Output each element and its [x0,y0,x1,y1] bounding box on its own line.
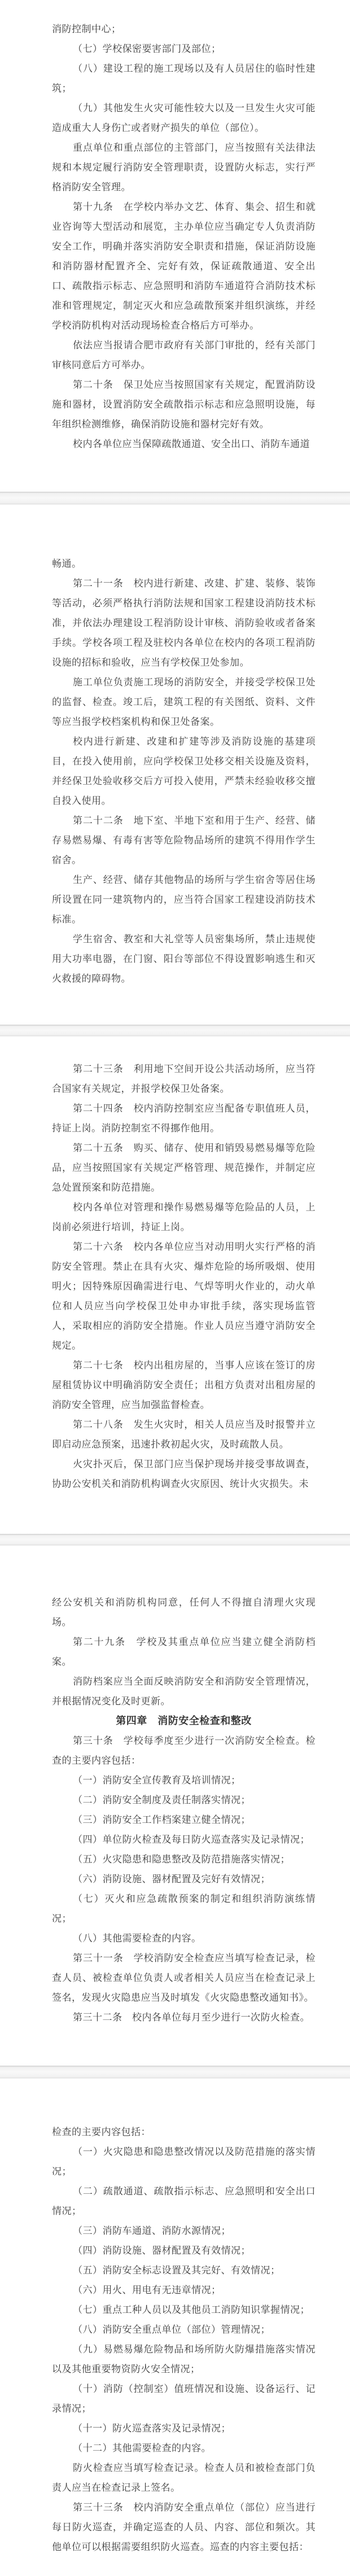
paragraph: 第二十八条 发生火灾时，相关人员应当及时报警并立即启动应急预案，迅速扑救初起火灾，及时疏散人员。 [52,1419,316,1450]
paragraph: 施工单位负责施工现场的消防安全，并接受学校保卫处的监督、检查。竣工后，建筑工程的有关图纸、资料、文件等应当报学校档案机构和保卫处备案。 [52,677,316,727]
paragraph: （八）建设工程的施工现场以及有人员居住的临时性建筑； [52,63,316,94]
paragraph: 第二十条 保卫处应当按照国家有关规定，配置消防设施和器材，设置消防安全疏散指示标志和应急照明设施，每年组织检测维修，确保消防设施和器材完好有效。 [52,379,316,430]
paragraph: （三）消防车通道、消防水源情况； [73,2225,231,2236]
paragraph: 第二十一条 校内进行新建、改建、扩建、装修、装饰等活动，必须严格执行消防法规和国家工程建设消防技术标准，并依法办理建设工程消防设计审核、消防验收或者备案手续。学校各项工程及驻校内各单位在校内的各项工程消防设施的招标和验收，应当有学校保卫处参加。 [52,578,316,668]
paragraph: 火灾扑灭后，保卫部门应当保护现场并接受事故调查，协助公安机关和消防机构调查火灾原因、统计火灾损失。未 [52,1459,316,1489]
paragraph: 第三十三条 校内消防安全重点单位（部位）应当进行每日防火巡查，并确定巡查的人员、内容、部位和频次。其他单位可以根据需要组织防火巡查。巡查的内容主要包括： [52,2502,316,2552]
paragraph: 校内各单位应当保障疏散通道、安全出口、消防车通道 [73,439,310,449]
page-separator [0,1025,350,1036]
paragraph: （五）消防安全标志设置及其完好、有效情况； [73,2265,281,2276]
document-page-2 [0,505,350,1025]
page-separator [0,1534,350,1546]
paragraph: 第三十二条 校内各单位每月至少进行一次防火检查。 [73,2012,310,2023]
page-separator [0,492,350,505]
paragraph: （二）疏散通道、疏散指示标志、应急照明和安全出口情况； [52,2186,316,2216]
paragraph: 第二十九条 学校及其重点单位应当建立健全消防档案。 [52,1637,316,1667]
paragraph: 消防控制中心； [52,24,121,34]
document-page-4 [0,1546,350,2066]
paragraph: （六）用火、用电有无违章情况； [73,2285,221,2295]
paragraph: 重点单位和重点部位的主管部门，应当按照有关法律法规和本规定履行消防安全管理职责，设置防火标志，实行严格消防安全管理。 [52,142,316,193]
paragraph: 第二十二条 地下室、半地下室和用于生产、经营、储存易燃易爆、有毒有害等危险物品场所的建筑不得用作学生宿舍。 [52,815,316,865]
paragraph: （十一）防火巡查落实及记录情况； [73,2423,231,2434]
paragraph: （十）消防（控制室）值班情况和设施、设备运行、记录情况； [52,2383,316,2414]
paragraph: （三）消防安全工作档案建立健全情况； [73,1814,251,1825]
paragraph: （一）消防安全宣传教育及培训情况； [73,1775,241,1786]
paragraph: 第十九条 在学校内举办文艺、体育、集会、招生和就业咨询等大型活动和展览，主办单位应当确定专人负责消防安全工作，明确并落实消防安全职责和措施，保证消防设施和消防器材配置齐全、完好有效，保证疏散通道、安全出口、疏散指示标志、应急照明和消防车通道符合消防技术标准和管理规定，制定灭火和应急疏散预案并组织演练，并经学校消防机构对活动现场检查合格后方可举办。 [52,202,316,331]
paragraph: （九）易燃易爆危险物品和场所防火防爆措施落实情况以及其他重要物资防火安全情况； [52,2344,316,2374]
document-page-3 [0,1036,350,1534]
paragraph: 校内各单位对管理和操作易燃易爆等危险品的人员，上岗前必须进行培训，持证上岗。 [52,1202,316,1232]
paragraph: 依法应当报请合肥市政府有关部门审批的，经有关部门审核同意后方可举办。 [52,340,316,370]
paragraph: 第二十七条 校内出租房屋的，当事人应该在签订的房屋租赁协议中明确消防安全责任；出租方负责对出租房屋的消防安全管理，应当加强监督检查。 [52,1360,316,1410]
paragraph: 防火检查应当填写检查记录。检查人员和被检查部门负责人应当在检查记录上签名。 [52,2463,316,2493]
paragraph: （九）其他发生火灾可能性较大以及一旦发生火灾可能造成重大人身伤亡或者财产损失的单位（部位）。 [52,103,316,133]
paragraph: 消防档案应当全面反映消防安全和消防安全管理情况，并根据情况变化及时更新。 [52,1676,316,1707]
paragraph: 学生宿舍、教室和大礼堂等人员密集场所，禁止违规使用大功率电器，在门窗、阳台等部位不得设置影响逃生和灭火救援的障碍物。 [52,934,316,984]
document-page-5 [0,2079,350,2576]
paragraph: （五）火灾隐患和隐患整改及防范措施落实情况； [73,1854,290,1865]
paragraph: 检查的主要内容包括： [52,2127,151,2137]
paragraph: 第三十一条 学校消防安全检查应当填写检查记录，检查人员、被检查单位负责人或者相关人员应当在检查记录上签名，发现火灾隐患应当及时填发《火灾隐患整改通知书》。 [52,1953,316,2003]
paragraph: 第二十五条 购买、储存、使用和销毁易燃易爆等危险品，应当按照国家有关规定严格管理、规范操作，并制定应急处置预案和防范措施。 [52,1143,316,1193]
paragraph: 校内进行新建、改建和扩建等涉及消防设施的基建项目，在投入使用前，应向学校保卫处移交相关设施及资料，并经保卫处验收移交后方可投入使用，严禁未经验收移交擅自投入使用。 [52,736,316,806]
paragraph: （一）火灾隐患和隐患整改情况以及防范措施的落实情况； [52,2146,316,2177]
paragraph: 畅通。 [52,558,82,569]
paragraph: （十二）其他需要检查的内容。 [73,2443,211,2453]
chapter-heading: 第四章 消防安全检查和整改 [116,1715,252,1726]
paragraph: （四）消防设施、器材配置及有效情况； [73,2245,251,2256]
paragraph: 第二十三条 利用地下空间开设公共活动场所，应当符合国家有关规定，并报学校保卫处备案。 [52,1064,316,1094]
paragraph: （七）重点工种人员以及其他员工消防知识掌握情况； [73,2304,310,2315]
paragraph: 第三十条 学校每季度至少进行一次消防安全检查。检查的主要内容包括： [52,1735,316,1766]
paragraph: （四）单位防火检查及每日防火巡查落实及记录情况； [73,1834,310,1845]
paragraph: 第二十四条 校内消防控制室应当配备专职值班人员，持证上岗。消防控制室不得挪作他用。 [52,1103,316,1134]
paragraph: 生产、经营、储存其他物品的场所与学生宿舍等居住场所设置在同一建筑物内的，应当符合国家工程建设消防技术标准。 [52,874,316,925]
paragraph: 经公安机关和消防机构同意，任何人不得擅自清理火灾现场。 [52,1597,316,1628]
paragraph: 第二十六条 校内各单位应当对动用明火实行严格的消防安全管理。禁止在具有火灾、爆炸危险的场所吸烟、使用明火；因特殊原因确需进行电、气焊等明火作业的，动火单位和人员应当向学校保卫处申办审批手续，落实现场监管人，采取相应的消防安全措施。作业人员应当遵守消防安全规定。 [52,1241,316,1351]
paragraph: （七）学校保密要害部门及部位； [73,43,221,54]
paragraph: （六）消防设施、器材配置及完好有效情况； [73,1874,270,1884]
page-separator [0,2066,350,2079]
paragraph: （二）消防安全制度及责任制落实情况； [73,1795,251,1805]
paragraph: （七）灭火和应急疏散预案的制定和组织消防演练情况； [52,1893,316,1924]
document-page-1 [0,0,350,492]
paragraph: （八）消防安全重点单位（部位）管理情况； [73,2324,270,2335]
paragraph: （八）其他需要检查的内容。 [73,1933,202,1944]
